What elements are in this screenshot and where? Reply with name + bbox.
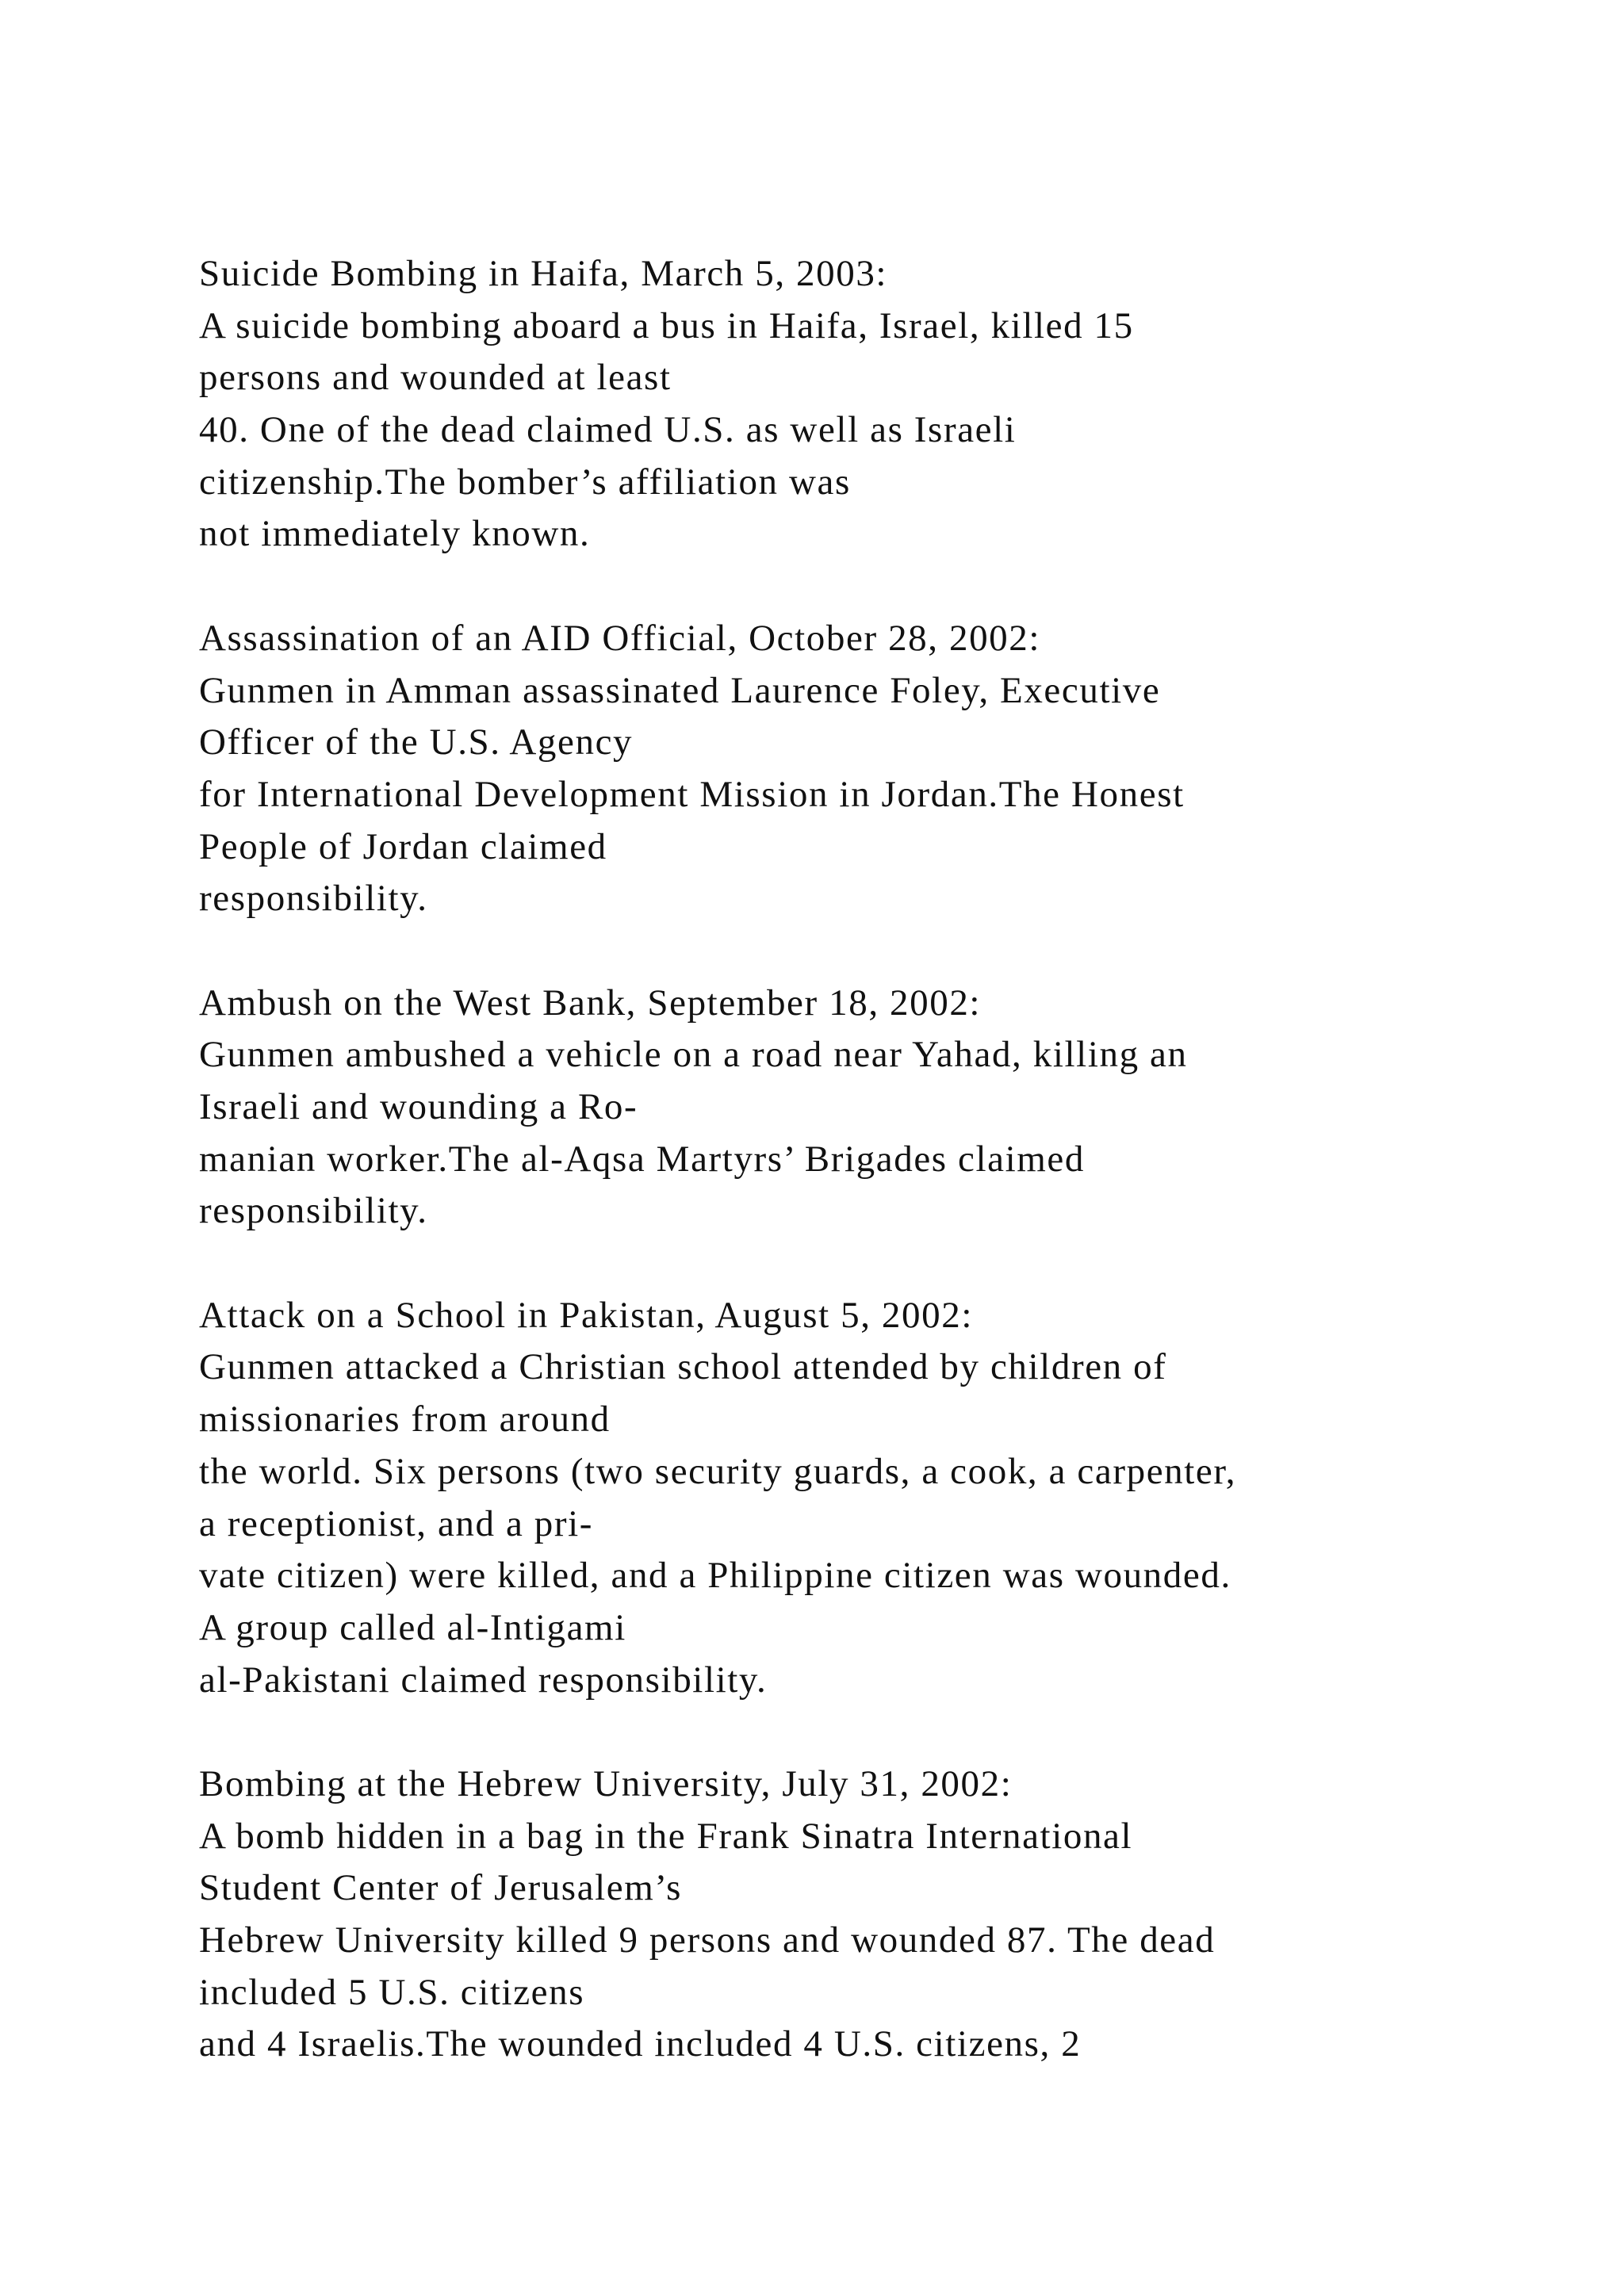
text-line: Officer of the U.S. Agency xyxy=(199,721,634,763)
section-heading-hebrew-university-bombing: Bombing at the Hebrew University, July 31, 2002: xyxy=(199,1762,1013,1804)
paragraph-spacer xyxy=(199,1706,1595,1758)
text-line: included 5 U.S. citizens xyxy=(199,1971,585,2013)
text-line: People of Jordan claimed xyxy=(199,825,607,867)
text-line: 40. One of the dead claimed U.S. as well as Israeli xyxy=(199,409,1017,451)
text-line: Student Center of Jerusalem’s xyxy=(199,1867,682,1909)
section-heading-pakistan-school-attack: Attack on a School in Pakistan, August 5, 2002: xyxy=(199,1294,973,1336)
paragraph-spacer xyxy=(199,561,1595,613)
text-line: A group called al-Intigami xyxy=(199,1606,626,1648)
text-line: vate citizen) were killed, and a Philippine citizen was wounded. xyxy=(199,1555,1231,1597)
section-heading-west-bank-ambush: Ambush on the West Bank, September 18, 2002: xyxy=(199,982,982,1024)
text-line: not immediately known. xyxy=(199,513,591,555)
text-line: Gunmen ambushed a vehicle on a road near Yahad, killing an xyxy=(199,1034,1188,1076)
paragraph-spacer xyxy=(199,1238,1595,1290)
text-line: and 4 Israelis.The wounded included 4 U.S. citizens, 2 xyxy=(199,2023,1082,2065)
document-text xyxy=(199,248,1595,2071)
text-line: for International Development Mission in Jordan.The Honest xyxy=(199,773,1185,815)
text-line: citizenship.The bomber’s affiliation was xyxy=(199,461,851,503)
text-line: Israeli and wounding a Ro- xyxy=(199,1086,638,1127)
text-line: missionaries from around xyxy=(199,1399,611,1441)
text-line: persons and wounded at least xyxy=(199,357,672,399)
text-line: responsibility. xyxy=(199,878,428,920)
text-line: Gunmen in Amman assassinated Laurence Foley, Executive xyxy=(199,669,1161,711)
section-heading-haifa-bombing: Suicide Bombing in Haifa, March 5, 2003: xyxy=(199,253,888,294)
text-line: A suicide bombing aboard a bus in Haifa, Israel, killed 15 xyxy=(199,304,1134,346)
text-line: Gunmen attacked a Christian school attended by children of xyxy=(199,1346,1167,1388)
text-line: a receptionist, and a pri- xyxy=(199,1502,594,1544)
section-heading-aid-official-assassination: Assassination of an AID Official, October 28, 2002: xyxy=(199,617,1041,659)
text-line: Hebrew University killed 9 persons and wounded 87. The dead xyxy=(199,1919,1216,1961)
text-line: the world. Six persons (two security guards, a cook, a carpenter, xyxy=(199,1450,1237,1492)
text-line: responsibility. xyxy=(199,1190,428,1232)
paragraph-spacer xyxy=(199,925,1595,978)
text-line: manian worker.The al-Aqsa Martyrs’ Brigades claimed xyxy=(199,1138,1085,1180)
text-line: A bomb hidden in a bag in the Frank Sinatra International xyxy=(199,1815,1133,1857)
text-line: al-Pakistani claimed responsibility. xyxy=(199,1659,768,1701)
